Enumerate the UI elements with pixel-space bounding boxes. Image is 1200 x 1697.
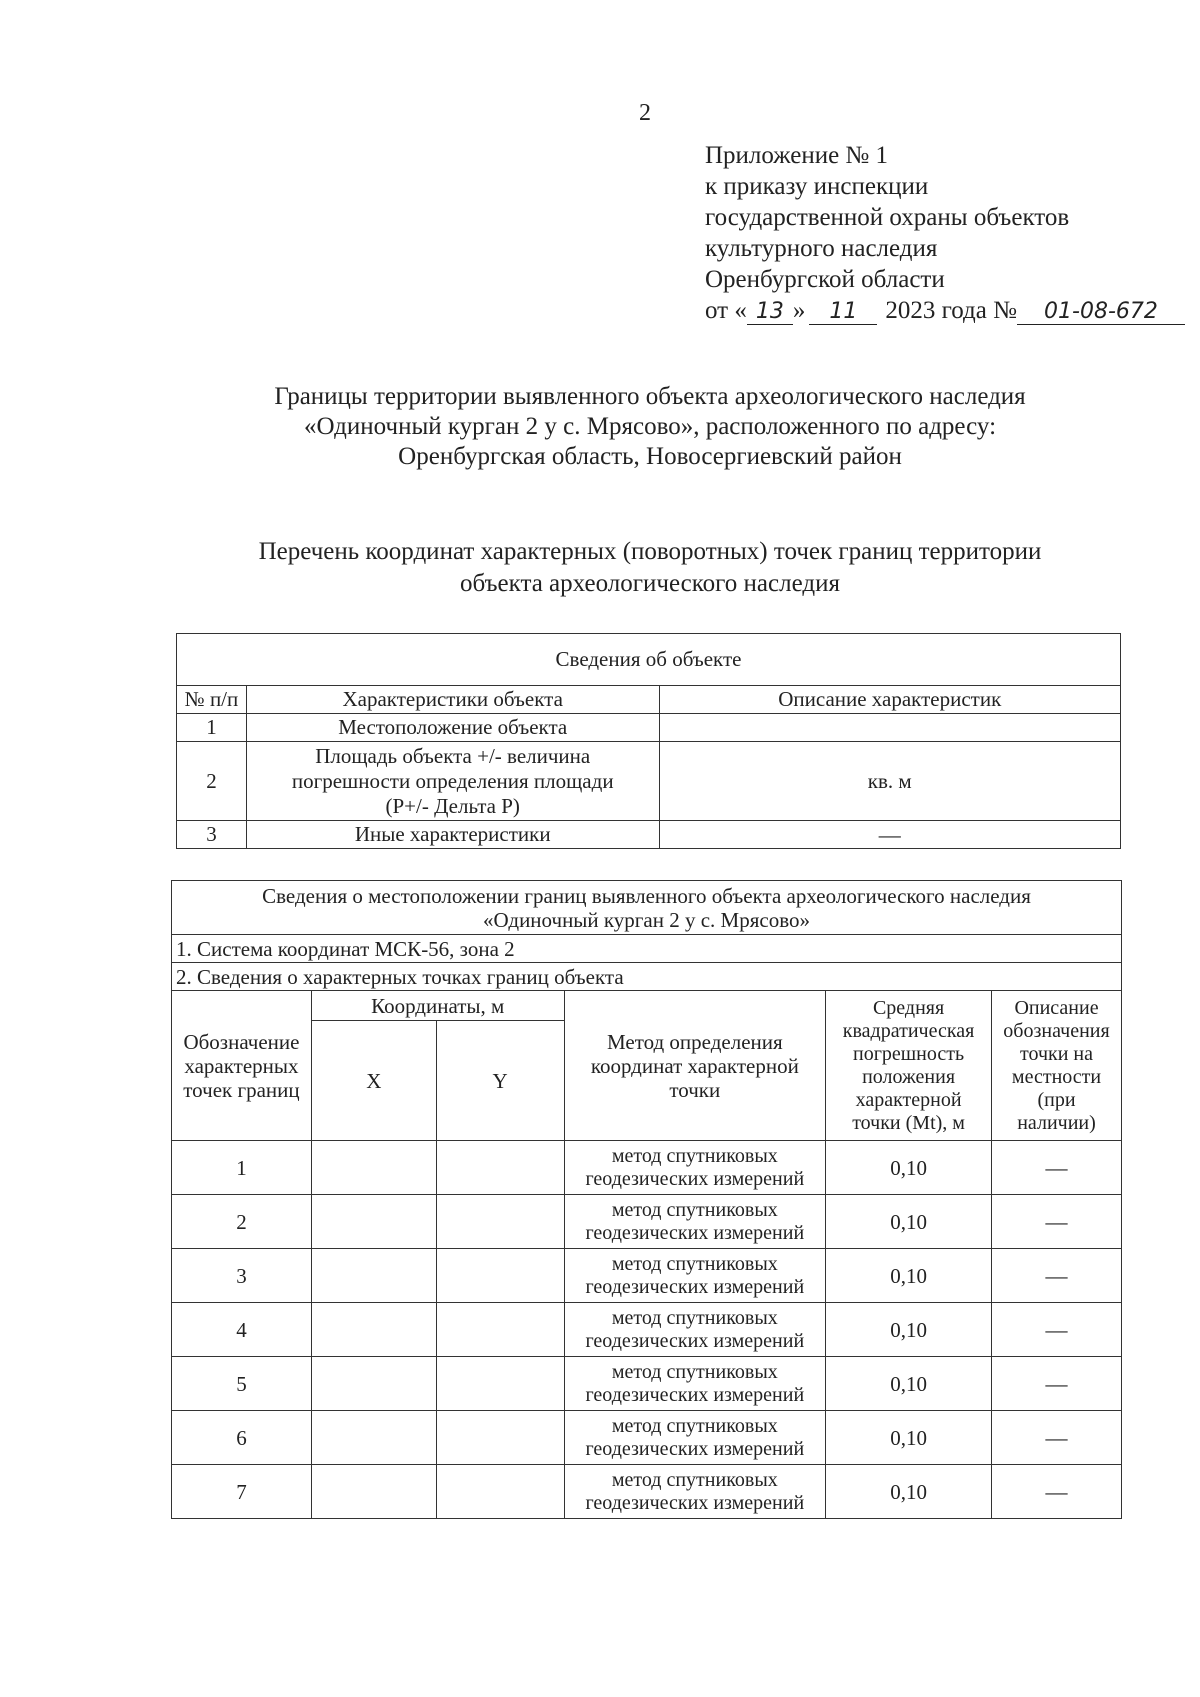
location-table-caption: Сведения о местоположении границ выявленного объекта археологического наследия «Одиночный курган 2 у с. Мрясово» [172,881,1122,935]
table-row: 5 метод спутниковых геодезических измерений 0,10 — [172,1357,1122,1411]
header-characteristics: Характеристики объекта [246,686,659,714]
subtitle-line: Перечень координат характерных (поворотных) точек границ территории [258,538,1042,565]
header-description: Описание характеристик [659,686,1120,714]
object-table-caption: Сведения об объекте [177,634,1121,686]
handwritten-order-number: 01-08-672 [1017,300,1185,325]
table-row: 6 метод спутниковых геодезических измерений 0,10 — [172,1411,1122,1465]
title-line: Границы территории выявленного объекта археологического наследия [274,383,1026,410]
title-line: «Одиночный курган 2 у с. Мрясово», расположенного по адресу: [303,413,997,440]
date-mid: » [792,297,806,324]
points-caption: 2. Сведения о характерных точках границ объекта [172,963,1122,991]
header-coordinates: Координаты, м [311,991,564,1021]
date-prefix: от « [705,297,747,324]
header-y: Y [436,1021,564,1141]
appendix-line: Оренбургской области [705,266,945,293]
table-row: 7 метод спутниковых геодезических измерений 0,10 — [172,1465,1122,1519]
title-line: Оренбургская область, Новосергиевский район [398,443,902,470]
table-row: 4 метод спутниковых геодезических измерений 0,10 — [172,1303,1122,1357]
document-title [180,382,1120,472]
object-info-table [176,633,1121,849]
subtitle-line: объекта археологического наследия [460,570,840,597]
page-number: 2 [639,100,651,126]
appendix-block [705,140,1185,326]
table-row: 2 Площадь объекта +/- величина погрешности определения площади (Р+/- Дельта Р) кв. м [177,742,1121,821]
header-num: № п/п [177,686,247,714]
table-row: 2 метод спутниковых геодезических измерений 0,10 — [172,1195,1122,1249]
appendix-line: к приказу инспекции [705,173,929,200]
coordinate-system: 1. Система координат МСК-56, зона 2 [172,935,1122,963]
table-row: 1 Местоположение объекта [177,714,1121,742]
header-method: Метод определения координат характерной точки [564,991,826,1141]
handwritten-month: 11 [809,300,877,325]
handwritten-day: 13 [747,300,793,325]
header-error: Средняя квадратическая погрешность положения характерной точки (Mt), м [826,991,992,1141]
table-row: 3 метод спутниковых геодезических измерений 0,10 — [172,1249,1122,1303]
appendix-line: Приложение № 1 [705,142,889,169]
location-table [171,880,1122,1519]
appendix-line: государственной охраны объектов [705,204,1070,231]
table-row: 1 метод спутниковых геодезических измерений 0,10 — [172,1141,1122,1195]
document-subtitle [180,536,1120,600]
table-row: 3 Иные характеристики — [177,821,1121,849]
header-point-description: Описание обозначения точки на местности (при наличии) [992,991,1122,1141]
appendix-line: культурного наследия [705,235,938,262]
appendix-date-line [705,295,1185,326]
header-x: X [311,1021,436,1141]
date-year: 2023 года № [885,297,1017,324]
header-designation: Обозначение характерных точек границ [172,991,312,1141]
